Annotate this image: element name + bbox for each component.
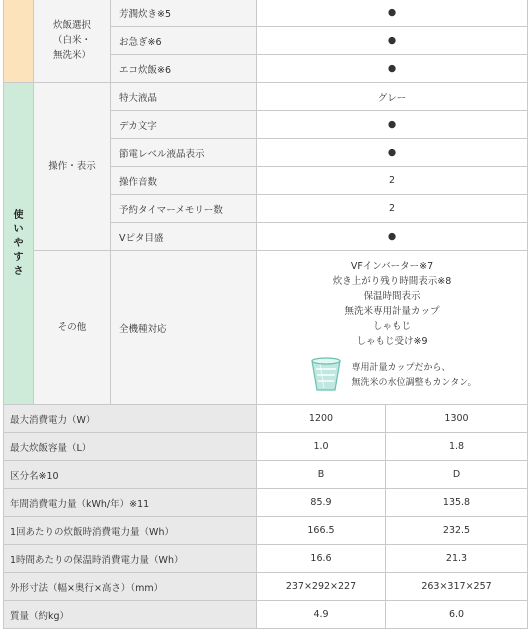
spec-value: 85.9 <box>257 489 386 517</box>
spec-table <box>3 0 528 629</box>
group-label-line: 炊飯選択 <box>52 20 91 31</box>
spec-value: 1200 <box>257 405 386 433</box>
group-label-line: （白米・ <box>52 35 91 46</box>
row-label: 操作音数 <box>111 167 257 195</box>
table-row <box>4 83 528 111</box>
spec-value: 16.6 <box>257 545 386 573</box>
category-cell-rice <box>4 0 34 83</box>
feature-line: 炊き上がり残り時間表示※8 <box>332 276 452 287</box>
row-label: Vピタ目盛 <box>111 223 257 251</box>
cup-note-box <box>261 355 523 396</box>
spec-value: 135.8 <box>386 489 528 517</box>
group-label-line: 無洗米） <box>52 50 91 61</box>
table-row <box>4 461 528 489</box>
category-label: 使いやすさ <box>13 209 24 277</box>
other-features-cell <box>257 251 528 405</box>
cup-note-line: 無洗米の水位調整もカンタン。 <box>351 377 477 388</box>
row-value: ● <box>257 27 528 55</box>
row-value: ● <box>257 111 528 139</box>
spec-label: 質量（約kg） <box>4 601 257 629</box>
group-other: その他 <box>34 251 111 405</box>
table-row <box>4 573 528 601</box>
row-label: エコ炊飯※6 <box>111 55 257 83</box>
feature-line: VFインバーター※7 <box>350 261 434 272</box>
spec-label: 年間消費電力量（kWh/年）※11 <box>4 489 257 517</box>
feature-list <box>261 259 523 349</box>
measuring-cup-icon <box>308 355 344 396</box>
row-value: ● <box>257 223 528 251</box>
spec-value: 237×292×227 <box>257 573 386 601</box>
table-row <box>4 517 528 545</box>
feature-line: 無洗米専用計量カップ <box>344 306 440 317</box>
table-row <box>4 405 528 433</box>
row-label: お急ぎ※6 <box>111 27 257 55</box>
row-value: 2 <box>257 167 528 195</box>
group-rice-select <box>34 0 111 83</box>
row-label: デカ文字 <box>111 111 257 139</box>
category-usability <box>4 83 34 405</box>
row-value: ● <box>257 0 528 27</box>
spec-label: 最大消費電力（W） <box>4 405 257 433</box>
spec-label: 1回あたりの炊飯時消費電力量（Wh） <box>4 517 257 545</box>
table-row <box>4 601 528 629</box>
spec-label: 最大炊飯容量（L） <box>4 433 257 461</box>
table-row <box>4 251 528 405</box>
feature-line: しゃもじ <box>373 321 412 332</box>
feature-line: しゃもじ受け※9 <box>356 336 428 347</box>
spec-value: B <box>257 461 386 489</box>
spec-label: 外形寸法（幅×奥行×高さ）（mm） <box>4 573 257 601</box>
row-label: 予約タイマーメモリー数 <box>111 195 257 223</box>
group-operation-display: 操作・表示 <box>34 83 111 251</box>
cup-note-line: 専用計量カップだから、 <box>351 362 451 373</box>
spec-value: 1.8 <box>386 433 528 461</box>
spec-value: 166.5 <box>257 517 386 545</box>
spec-value: 263×317×257 <box>386 573 528 601</box>
row-label: 芳潤炊き※5 <box>111 0 257 27</box>
row-value: ● <box>257 139 528 167</box>
spec-label: 1時間あたりの保温時消費電力量（Wh） <box>4 545 257 573</box>
spec-value: 1.0 <box>257 433 386 461</box>
feature-line: 保温時間表示 <box>363 291 421 302</box>
spec-value: 1300 <box>386 405 528 433</box>
spec-value: 21.3 <box>386 545 528 573</box>
table-row <box>4 0 528 27</box>
table-row <box>4 489 528 517</box>
table-row <box>4 545 528 573</box>
spec-value: D <box>386 461 528 489</box>
spec-label: 区分名※10 <box>4 461 257 489</box>
row-value: ● <box>257 55 528 83</box>
cup-note-text <box>352 361 477 391</box>
spec-value: 6.0 <box>386 601 528 629</box>
table-row <box>4 433 528 461</box>
row-label: 全機種対応 <box>111 251 257 405</box>
spec-value: 232.5 <box>386 517 528 545</box>
row-value: グレー <box>257 83 528 111</box>
spec-value: 4.9 <box>257 601 386 629</box>
row-label: 特大液晶 <box>111 83 257 111</box>
row-value: 2 <box>257 195 528 223</box>
row-label: 節電レベル液晶表示 <box>111 139 257 167</box>
